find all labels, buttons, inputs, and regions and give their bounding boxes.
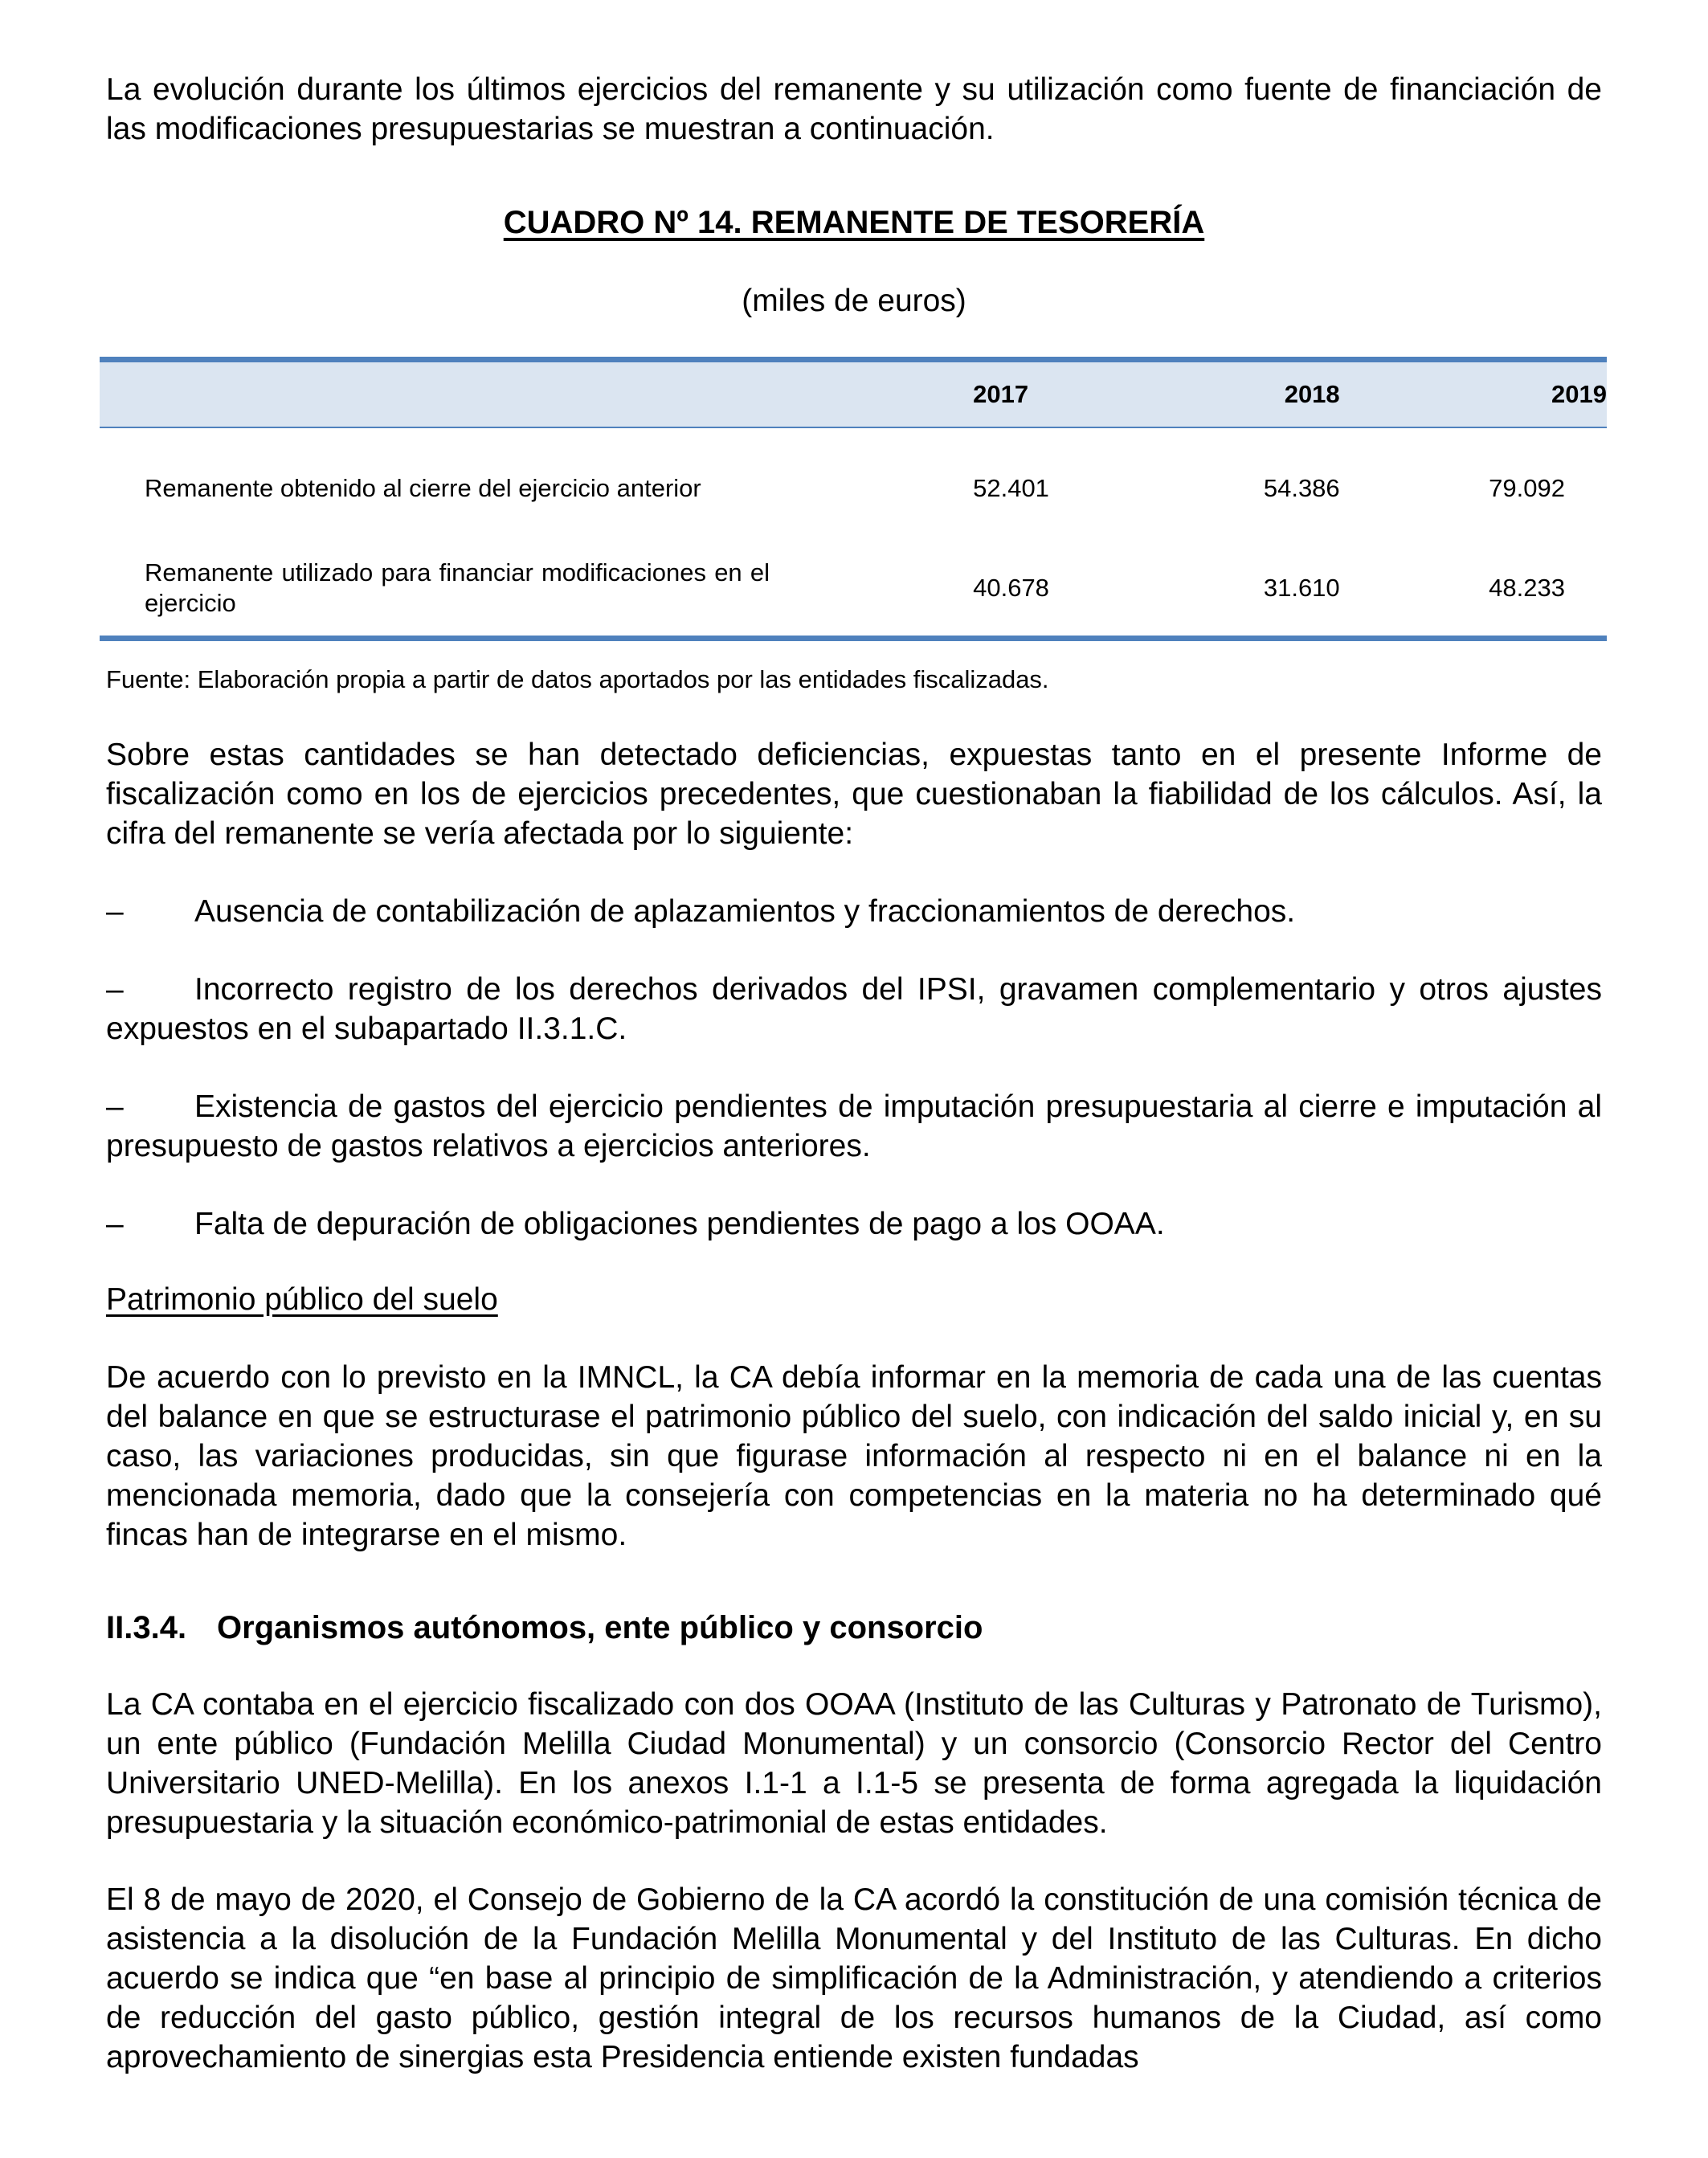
section-number: II.3.4.	[106, 1610, 187, 1645]
cell-value: 54.386	[1263, 474, 1340, 502]
table-units: (miles de euros)	[742, 284, 966, 318]
bullet-dash: –	[106, 894, 124, 929]
bullet-text: Existencia de gastos del ejercicio pendientes de imputación presupuestaria al cierre e imputación al presupuesto de gastos relativos a ejercicios anteriores.	[106, 1089, 1602, 1163]
cell-value: 52.401	[973, 474, 1049, 502]
patrimonio-paragraph: De acuerdo con lo previsto en la IMNCL, la CA debía informar en la memoria de cada una de las cuentas del balance en que se estructurase el patrimonio público del suelo, con indicación del saldo inicial y, en su caso, las variaciones producidas, sin que figurase información al respecto ni en el balance ni en la mencionada memoria, dado que la consejería con competencias en la materia no ha determinado qué fincas han de integrarse en el mismo.	[106, 1360, 1602, 1552]
table-row	[100, 427, 1607, 541]
header-cell-empty	[100, 362, 788, 427]
subheading-patrimonio: Patrimonio público del suelo	[106, 1282, 498, 1317]
section-heading	[106, 1608, 983, 1648]
section-paragraph-1: La CA contaba en el ejercicio fiscalizado con dos OOAA (Instituto de las Culturas y Patronato de Turismo), un ente público (Fundación Melilla Ciudad Monumental) y un consorcio (Consorcio Rector del Centro Universitario UNED-Melilla). En los anexos I.1-1 a I.1-5 se presenta de forma agregada la liquidación presupuestaria y la situación económico-patrimonial de estas entidades.	[106, 1687, 1602, 1840]
bullet-item	[106, 892, 1602, 931]
header-cell-2019: 2019	[1398, 362, 1607, 427]
table-title-text: CUADRO Nº 14. REMANENTE DE TESORERÍA	[503, 205, 1205, 240]
bullet-dash: –	[106, 972, 124, 1007]
bullet-item	[106, 970, 1602, 1048]
header-cell-2018: 2018	[1144, 362, 1398, 427]
bullet-dash: –	[106, 1089, 124, 1124]
header-cell-2017: 2017	[788, 362, 1144, 427]
intro-paragraph: La evolución durante los últimos ejercicios del remanente y su utilización como fuente de financiación de las modificaciones presupuestarias se muestran a continuación.	[106, 72, 1602, 146]
bullet-item	[106, 1087, 1602, 1166]
row-label	[100, 541, 788, 639]
table-bottom-rule	[100, 639, 1607, 642]
bullet-item	[106, 1204, 1602, 1244]
row-label-text: Remanente obtenido al cierre del ejercicio anterior	[145, 474, 701, 502]
row-label	[100, 427, 788, 541]
table-header-row	[100, 362, 1607, 427]
cell-value: 31.610	[1263, 574, 1340, 602]
bullet-text: Ausencia de contabilización de aplazamientos y fraccionamientos de derechos.	[194, 894, 1296, 929]
table-title	[106, 202, 1602, 243]
bullet-text: Falta de depuración de obligaciones pendientes de pago a los OOAA.	[194, 1207, 1165, 1241]
section-paragraph-2: El 8 de mayo de 2020, el Consejo de Gobierno de la CA acordó la constitución de una comisión técnica de asistencia a la disolución de la Fundación Melilla Monumental y del Instituto de las Culturas. En dicho acuerdo se indica que “en base al principio de simplificación de la Administración, y atendiendo a criterios de reducción del gasto público, gestión integral de los recursos humanos de la Ciudad, así como aprovechamiento de sinergias esta Presidencia entiende existen fundadas	[106, 1882, 1602, 2074]
deficiencies-paragraph: Sobre estas cantidades se han detectado deficiencias, expuestas tanto en el presente Informe de fiscalización como en los de ejercicios precedentes, que cuestionaban la fiabilidad de los cálculos. Así, la cifra del remanente se vería afectada por lo siguiente:	[106, 738, 1602, 851]
cell-value: 79.092	[1489, 474, 1565, 502]
table-row	[100, 541, 1607, 639]
cell-value: 48.233	[1489, 574, 1565, 602]
section-title: Organismos autónomos, ente público y consorcio	[217, 1610, 983, 1645]
bullet-text: Incorrecto registro de los derechos derivados del IPSI, gravamen complementario y otros ajustes expuestos en el subapartado II.3.1.C.	[106, 972, 1602, 1046]
table-source-note: Fuente: Elaboración propia a partir de datos aportados por las entidades fiscalizadas.	[106, 665, 1049, 693]
cell-value: 40.678	[973, 574, 1049, 602]
remanente-table	[100, 357, 1607, 641]
row-label-text: Remanente utilizado para financiar modificaciones en el ejercicio	[145, 558, 770, 617]
bullet-dash: –	[106, 1207, 124, 1241]
